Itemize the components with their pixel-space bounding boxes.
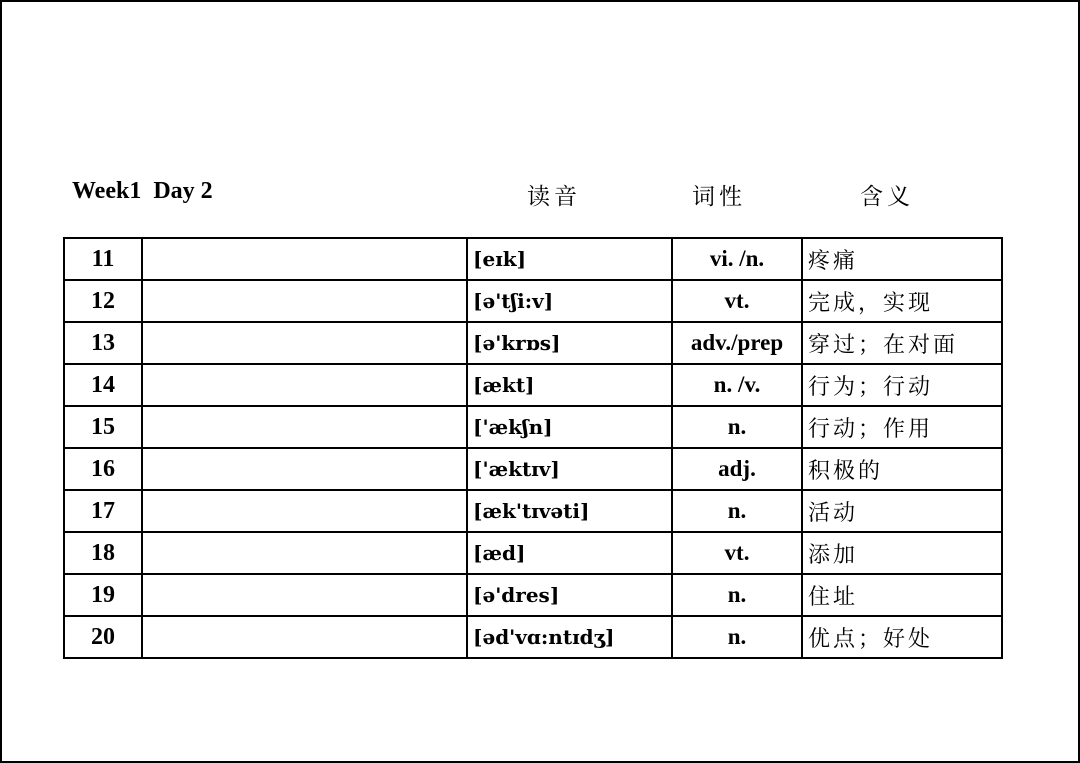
column-header-part-of-speech: 词性 xyxy=(692,184,746,210)
table-row xyxy=(64,280,1002,322)
pronunciation-cell: [eɪk] xyxy=(467,238,672,280)
table-row xyxy=(64,574,1002,616)
meaning-cell: 疼痛 xyxy=(802,238,1002,280)
meaning-cell: 积极的 xyxy=(802,448,1002,490)
meaning-cell: 住址 xyxy=(802,574,1002,616)
word-blank-cell[interactable] xyxy=(142,238,467,280)
table-row xyxy=(64,364,1002,406)
word-blank-cell[interactable] xyxy=(142,490,467,532)
part-of-speech-cell: n. xyxy=(672,616,802,658)
part-of-speech-cell: vt. xyxy=(672,532,802,574)
meaning-cell: 穿过；在对面 xyxy=(802,322,1002,364)
word-blank-cell[interactable] xyxy=(142,574,467,616)
table-row xyxy=(64,238,1002,280)
meaning-cell: 优点；好处 xyxy=(802,616,1002,658)
column-header-meaning: 含义 xyxy=(860,184,914,210)
pronunciation-cell: [ə'tʃi:v] xyxy=(467,280,672,322)
meaning-cell: 行动；作用 xyxy=(802,406,1002,448)
table-row xyxy=(64,406,1002,448)
word-blank-cell[interactable] xyxy=(142,406,467,448)
pronunciation-cell: ['ækʃn] xyxy=(467,406,672,448)
pronunciation-cell: [ækt] xyxy=(467,364,672,406)
table-row xyxy=(64,490,1002,532)
meaning-cell: 完成，实现 xyxy=(802,280,1002,322)
table-row xyxy=(64,616,1002,658)
row-number: 17 xyxy=(64,490,142,532)
table-row xyxy=(64,532,1002,574)
meaning-cell: 活动 xyxy=(802,490,1002,532)
row-number: 20 xyxy=(64,616,142,658)
pronunciation-cell: ['æktɪv] xyxy=(467,448,672,490)
word-blank-cell[interactable] xyxy=(142,616,467,658)
column-header-pronunciation: 读音 xyxy=(527,184,581,210)
row-number: 15 xyxy=(64,406,142,448)
row-number: 12 xyxy=(64,280,142,322)
part-of-speech-cell: n. xyxy=(672,406,802,448)
word-blank-cell[interactable] xyxy=(142,364,467,406)
part-of-speech-cell: adj. xyxy=(672,448,802,490)
pronunciation-cell: [æk'tɪvəti] xyxy=(467,490,672,532)
pronunciation-cell: [əd'vɑ:ntɪdʒ] xyxy=(467,616,672,658)
meaning-cell: 添加 xyxy=(802,532,1002,574)
row-number: 19 xyxy=(64,574,142,616)
table-row xyxy=(64,322,1002,364)
meaning-cell: 行为；行动 xyxy=(802,364,1002,406)
row-number: 16 xyxy=(64,448,142,490)
row-number: 13 xyxy=(64,322,142,364)
word-blank-cell[interactable] xyxy=(142,322,467,364)
row-number: 14 xyxy=(64,364,142,406)
page-title: Week1 Day 2 xyxy=(72,178,213,204)
pronunciation-cell: [ə'krɒs] xyxy=(467,322,672,364)
table-row xyxy=(64,448,1002,490)
part-of-speech-cell: vi. /n. xyxy=(672,238,802,280)
part-of-speech-cell: n. xyxy=(672,490,802,532)
word-blank-cell[interactable] xyxy=(142,448,467,490)
word-blank-cell[interactable] xyxy=(142,532,467,574)
pronunciation-cell: [ə'dres] xyxy=(467,574,672,616)
vocabulary-table xyxy=(63,237,1003,659)
part-of-speech-cell: n. /v. xyxy=(672,364,802,406)
word-blank-cell[interactable] xyxy=(142,280,467,322)
part-of-speech-cell: n. xyxy=(672,574,802,616)
part-of-speech-cell: vt. xyxy=(672,280,802,322)
row-number: 18 xyxy=(64,532,142,574)
part-of-speech-cell: adv./prep xyxy=(672,322,802,364)
row-number: 11 xyxy=(64,238,142,280)
pronunciation-cell: [æd] xyxy=(467,532,672,574)
